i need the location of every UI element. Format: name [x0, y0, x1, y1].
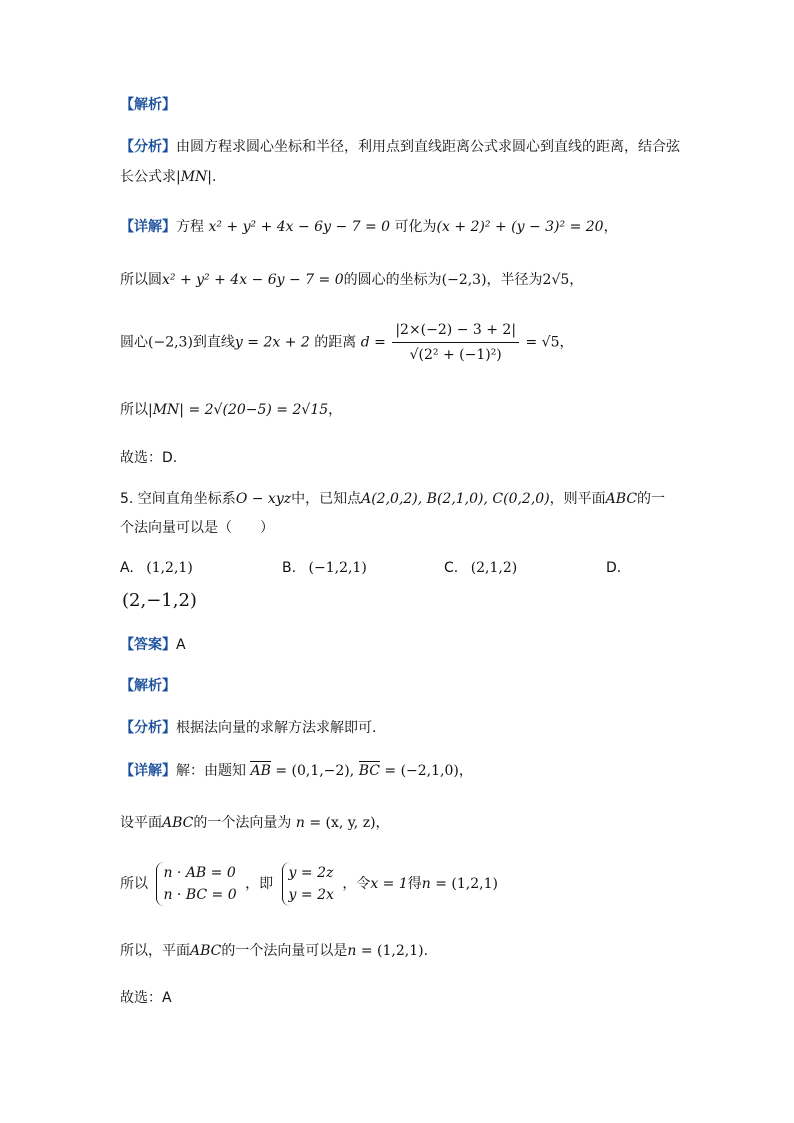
option-c[interactable]: C. (2,1,2)	[444, 560, 518, 576]
fenxi-paragraph-cont: 长公式求|MN|.	[120, 169, 217, 185]
q5-xiangjie-line-2: 设平面ABC的一个法向量为 n = (x, y, z)，	[120, 815, 390, 831]
answer-choice-2: 故选：A	[120, 990, 172, 1006]
question-5-stem: 5. 空间直角坐标系O − xyz中，已知点A(2,0,2), B(2,1,0), C(0,2,0)，则平面ABC的一	[120, 491, 666, 507]
fenxi-paragraph-2: 【分析】根据法向量的求解方法求解即可.	[120, 720, 377, 736]
vector-system: n · AB = 0 n · BC = 0	[156, 862, 236, 906]
equation-system: y = 2z y = 2x	[282, 862, 334, 906]
xiangjie-line-3: 圆心(−2,3)到直线y = 2x + 2 的距离 d = $\frac{|2\times(-2) - 3 + 2|}{\text{√(2² + (−1)²)}}$ = √5，	[120, 322, 574, 363]
option-d-value: (2,−1,2)	[122, 590, 197, 611]
option-b[interactable]: B. (−1,2,1)	[282, 560, 367, 576]
xiangjie-line-4: 所以|MN| = 2√(20−5) = 2√15，	[120, 402, 343, 418]
daan-line: 【答案】A	[120, 637, 186, 653]
xiangjie-line-1: 【详解】方程 x² + y² + 4x − 6y − 7 = 0 可化为(x + 2)² + (y − 3)² = 20，	[120, 219, 618, 235]
jiexi-heading-2: 【解析】	[120, 678, 176, 694]
distance-fraction: $\frac{|2\times(-2) - 3 + 2|}{\text{√(2² + (−1)²)}}$	[392, 320, 519, 365]
fenxi-paragraph: 【分析】由圆方程求圆心坐标和半径，利用点到直线距离公式求圆心到直线的距离，结合弦	[120, 139, 680, 155]
question-5-stem-cont: 个法向量可以是（ ）	[120, 520, 274, 536]
xiangjie-line-2: 所以圆x² + y² + 4x − 6y − 7 = 0的圆心的坐标为(−2,3)，半径为2√5，	[120, 272, 584, 288]
q5-xiangjie-line-3: 所以 n · AB = 0 n · BC = 0 ，即 y = 2z y = 2x ，令x = 1得n = (1,2,1)	[120, 862, 498, 906]
option-a[interactable]: A. (1,2,1)	[120, 560, 193, 576]
option-d[interactable]: D.	[606, 560, 622, 576]
jiexi-heading: 【解析】	[120, 97, 176, 113]
q5-xiangjie-line-1: 【详解】解：由题知 AB = (0,1,−2), BC = (−2,1,0)，	[120, 763, 473, 779]
q5-xiangjie-line-4: 所以，平面ABC的一个法向量可以是n = (1,2,1).	[120, 943, 429, 959]
answer-choice-1: 故选：D.	[120, 450, 178, 466]
